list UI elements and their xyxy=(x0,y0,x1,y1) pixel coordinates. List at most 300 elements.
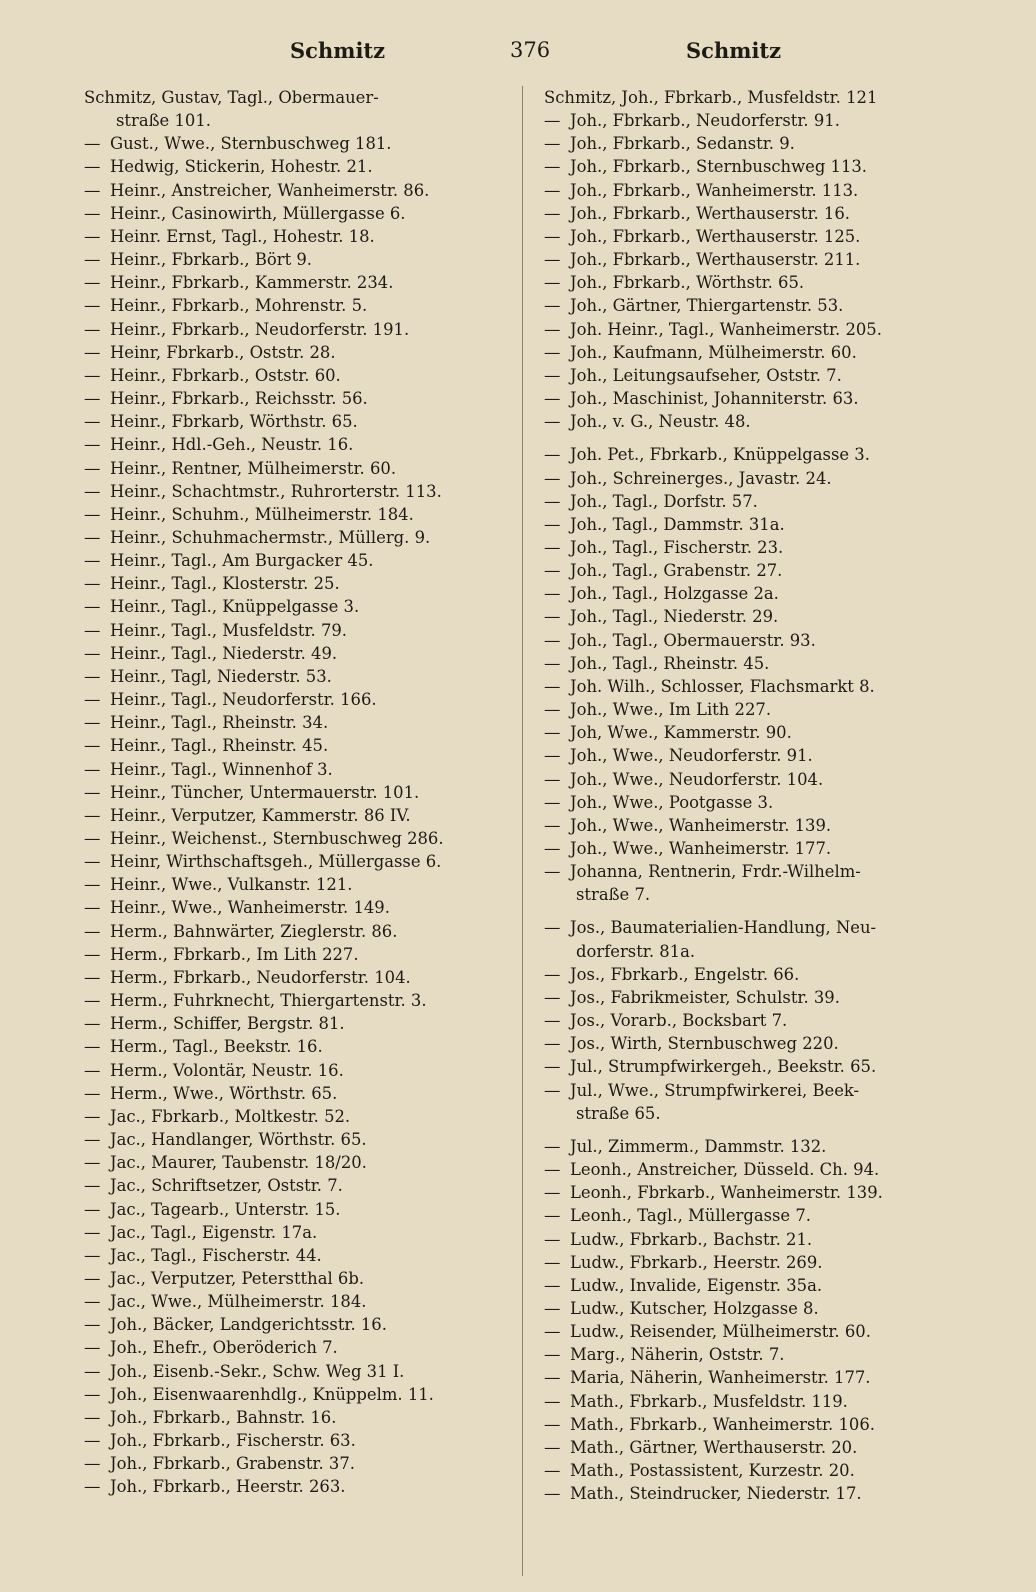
directory-entry xyxy=(84,225,524,248)
entry-text: straße 65. xyxy=(576,1103,661,1123)
directory-entry xyxy=(84,1383,524,1406)
entry-text: Joh., Wwe., Wanheimerstr. 139. xyxy=(570,815,832,835)
entry-text: Joh., Tagl., Dammstr. 31a. xyxy=(570,514,785,534)
directory-entry xyxy=(84,1406,524,1429)
entry-text: Maria, Näherin, Wanheimerstr. 177. xyxy=(570,1368,871,1388)
ditto-dash: — xyxy=(84,180,101,200)
entry-text: Heinr., Tagl., Rheinstr. 34. xyxy=(110,713,329,733)
ditto-dash: — xyxy=(544,1252,561,1272)
ditto-dash: — xyxy=(84,1083,101,1103)
entry-text: Joh. Heinr., Tagl., Wanheimerstr. 205. xyxy=(570,319,882,339)
directory-entry xyxy=(84,248,524,271)
ditto-dash: — xyxy=(544,537,561,557)
entry-text: Johanna, Rentnerin, Frdr.-Wilhelm- xyxy=(570,862,861,882)
directory-entry xyxy=(84,1336,524,1359)
entry-text: Heinr., Tagl., Knüppelgasse 3. xyxy=(110,597,360,617)
directory-entry xyxy=(84,1290,524,1313)
ditto-dash: — xyxy=(84,690,101,710)
directory-entry xyxy=(544,294,1004,317)
ditto-dash: — xyxy=(84,1153,101,1173)
directory-entry xyxy=(84,1475,524,1498)
entry-text: Heinr., Schuhmachermstr., Müllerg. 9. xyxy=(110,527,431,547)
ditto-dash: — xyxy=(84,1454,101,1474)
entry-text: Herm., Schiffer, Bergstr. 81. xyxy=(110,1014,345,1034)
ditto-dash: — xyxy=(544,815,561,835)
directory-entry xyxy=(544,490,1004,513)
ditto-dash: — xyxy=(84,713,101,733)
entry-text: Jac., Tagearb., Unterstr. 15. xyxy=(110,1199,341,1219)
directory-entry xyxy=(544,1135,1004,1158)
ditto-dash: — xyxy=(84,203,101,223)
entry-text: Joh., Fbrkarb., Sedanstr. 9. xyxy=(570,134,795,154)
ditto-dash: — xyxy=(544,226,561,246)
entry-text: dorferstr. 81a. xyxy=(576,941,696,961)
ditto-dash: — xyxy=(84,967,101,987)
directory-entry xyxy=(544,791,1004,814)
directory-entry xyxy=(84,850,524,873)
ditto-dash: — xyxy=(84,1384,101,1404)
directory-entry xyxy=(84,1059,524,1082)
ditto-dash: — xyxy=(544,1034,561,1054)
entry-text: Joh., Tagl., Grabenstr. 27. xyxy=(570,561,783,581)
entry-text: Joh., Schreinerges., Javastr. 24. xyxy=(570,468,832,488)
ditto-dash: — xyxy=(84,458,101,478)
entry-text: Joh., Fbrkarb., Heerstr. 263. xyxy=(110,1477,346,1497)
directory-entry xyxy=(544,1204,1004,1227)
directory-entry xyxy=(84,109,524,132)
entry-text: Joh., Ehefr., Oberöderich 7. xyxy=(110,1338,338,1358)
ditto-dash: — xyxy=(544,746,561,766)
directory-entry xyxy=(544,202,1004,225)
ditto-dash: — xyxy=(544,1057,561,1077)
directory-entry xyxy=(544,86,1004,109)
directory-entry xyxy=(544,652,1004,675)
ditto-dash: — xyxy=(544,1437,561,1457)
directory-entry xyxy=(544,1251,1004,1274)
directory-entry xyxy=(84,758,524,781)
directory-entry xyxy=(544,467,1004,490)
entry-text: Joh., Wwe., Pootgasse 3. xyxy=(570,792,774,812)
right-column xyxy=(544,86,1004,1505)
directory-entry xyxy=(544,1482,1004,1505)
directory-entry xyxy=(84,966,524,989)
directory-entry xyxy=(84,1429,524,1452)
entry-text: Gust., Wwe., Sternbuschweg 181. xyxy=(110,134,392,154)
directory-entry xyxy=(84,318,524,341)
directory-entry xyxy=(544,1297,1004,1320)
entry-text: Heinr., Tagl., Rheinstr. 45. xyxy=(110,736,329,756)
directory-entry xyxy=(84,873,524,896)
directory-entry xyxy=(84,896,524,919)
entry-text: Heinr, Wirthschaftsgeh., Müllergasse 6. xyxy=(110,852,442,872)
ditto-dash: — xyxy=(84,365,101,385)
entry-text: Jul., Strumpfwirkergeh., Beekstr. 65. xyxy=(570,1057,877,1077)
entry-text: Math., Fbrkarb., Musfeldstr. 119. xyxy=(570,1391,848,1411)
ditto-dash: — xyxy=(84,342,101,362)
ditto-dash: — xyxy=(544,250,561,270)
entry-text: Jac., Verputzer, Peterstthal 6b. xyxy=(110,1268,365,1288)
ditto-dash: — xyxy=(84,620,101,640)
directory-entry xyxy=(544,768,1004,791)
ditto-dash: — xyxy=(544,157,561,177)
directory-entry xyxy=(544,916,1004,939)
directory-entry xyxy=(84,410,524,433)
directory-entry xyxy=(544,443,1004,466)
ditto-dash: — xyxy=(84,1106,101,1126)
entry-text: Heinr., Weichenst., Sternbuschweg 286. xyxy=(110,829,444,848)
ditto-dash: — xyxy=(84,852,101,872)
ditto-dash: — xyxy=(544,1391,561,1411)
ditto-dash: — xyxy=(544,180,561,200)
entry-text: Ludw., Invalide, Eigenstr. 35a. xyxy=(570,1275,823,1295)
entry-text: Joh., Tagl., Fischerstr. 23. xyxy=(570,537,784,557)
ditto-dash: — xyxy=(84,551,101,571)
entry-text: Jac., Handlanger, Wörthstr. 65. xyxy=(110,1130,367,1150)
entry-text: Jac., Wwe., Mülheimerstr. 184. xyxy=(110,1292,367,1312)
directory-entry xyxy=(544,155,1004,178)
ditto-dash: — xyxy=(544,700,561,720)
ditto-dash: — xyxy=(84,1407,101,1427)
entry-text: Jul., Wwe., Strumpfwirkerei, Beek- xyxy=(570,1080,860,1100)
entry-text: Math., Gärtner, Werthauserstr. 20. xyxy=(570,1437,858,1457)
ditto-dash: — xyxy=(544,584,561,604)
entry-text: Heinr., Wwe., Vulkanstr. 121. xyxy=(110,875,353,895)
directory-entry xyxy=(544,1032,1004,1055)
directory-entry xyxy=(544,837,1004,860)
ditto-dash: — xyxy=(84,435,101,455)
ditto-dash: — xyxy=(84,1222,101,1242)
entry-text: Heinr., Hdl.-Geh., Neustr. 16. xyxy=(110,435,354,455)
directory-entry xyxy=(544,341,1004,364)
directory-entry xyxy=(84,1244,524,1267)
directory-entry xyxy=(544,582,1004,605)
ditto-dash: — xyxy=(544,445,561,465)
directory-entry xyxy=(544,1158,1004,1181)
directory-entry xyxy=(544,1436,1004,1459)
entry-text: Joh., Wwe., Neudorferstr. 104. xyxy=(570,769,824,789)
entry-text: Heinr., Verputzer, Kammerstr. 86 IV. xyxy=(110,805,411,825)
ditto-dash: — xyxy=(84,921,101,941)
ditto-dash: — xyxy=(84,1014,101,1034)
directory-entry xyxy=(544,963,1004,986)
directory-entry xyxy=(84,341,524,364)
directory-entry xyxy=(544,271,1004,294)
ditto-dash: — xyxy=(544,1229,561,1249)
ditto-dash: — xyxy=(544,987,561,1007)
directory-entry xyxy=(544,698,1004,721)
entry-text: Joh., Fbrkarb., Sternbuschweg 113. xyxy=(570,157,868,177)
ditto-dash: — xyxy=(84,991,101,1011)
entry-text: Jos., Wirth, Sternbuschweg 220. xyxy=(570,1034,839,1054)
entry-text: Herm., Bahnwärter, Zieglerstr. 86. xyxy=(110,921,398,941)
entry-text: Joh., Fbrkarb., Wanheimerstr. 113. xyxy=(570,180,859,200)
directory-entry xyxy=(544,1181,1004,1204)
directory-entry xyxy=(544,318,1004,341)
ditto-dash: — xyxy=(544,134,561,154)
ditto-dash: — xyxy=(544,342,561,362)
entry-text: Joh., Tagl., Rheinstr. 45. xyxy=(570,653,770,673)
ditto-dash: — xyxy=(544,491,561,511)
ditto-dash: — xyxy=(84,1268,101,1288)
entry-text: Ludw., Reisender, Mülheimerstr. 60. xyxy=(570,1322,871,1342)
directory-entry xyxy=(544,744,1004,767)
entry-text: Heinr., Tagl., Klosterstr. 25. xyxy=(110,574,340,594)
directory-entry xyxy=(84,711,524,734)
directory-entry xyxy=(84,943,524,966)
directory-entry xyxy=(84,294,524,317)
directory-entry xyxy=(84,595,524,618)
ditto-dash: — xyxy=(84,944,101,964)
directory-entry xyxy=(544,410,1004,433)
ditto-dash: — xyxy=(84,1130,101,1150)
ditto-dash: — xyxy=(544,964,561,984)
entry-text: Joh., Eisenwaarenhdlg., Knüppelm. 11. xyxy=(110,1384,434,1404)
entry-text: Herm., Fbrkarb., Neudorferstr. 104. xyxy=(110,967,411,987)
ditto-dash: — xyxy=(544,792,561,812)
directory-entry xyxy=(84,642,524,665)
ditto-dash: — xyxy=(84,1037,101,1057)
entry-text: Joh., Fbrkarb., Werthauserstr. 125. xyxy=(570,226,861,246)
ditto-dash: — xyxy=(84,157,101,177)
ditto-dash: — xyxy=(84,829,101,848)
directory-entry xyxy=(544,1390,1004,1413)
entry-text: Joh., Kaufmann, Mülheimerstr. 60. xyxy=(570,342,857,362)
directory-entry xyxy=(84,1452,524,1475)
entry-text: Joh., Eisenb.-Sekr., Schw. Weg 31 I. xyxy=(110,1361,405,1381)
entry-text: Jac., Fbrkarb., Moltkestr. 52. xyxy=(110,1106,351,1126)
entry-text: Heinr., Fbrkarb., Neudorferstr. 191. xyxy=(110,319,410,339)
entry-text: Joh, Wwe., Kammerstr. 90. xyxy=(570,723,792,743)
entry-text: Joh., Fbrkarb., Werthauserstr. 16. xyxy=(570,203,850,223)
entry-text: straße 101. xyxy=(116,111,211,131)
directory-entry xyxy=(84,86,524,109)
ditto-dash: — xyxy=(544,918,561,938)
directory-entry xyxy=(544,225,1004,248)
directory-entry xyxy=(84,1151,524,1174)
directory-entry xyxy=(84,480,524,503)
directory-entry xyxy=(544,986,1004,1009)
entry-text: Jac., Tagl., Eigenstr. 17a. xyxy=(110,1222,318,1242)
entry-text: Jac., Tagl., Fischerstr. 44. xyxy=(110,1245,322,1265)
entry-text: Jos., Fbrkarb., Engelstr. 66. xyxy=(570,964,800,984)
ditto-dash: — xyxy=(544,296,561,316)
ditto-dash: — xyxy=(84,875,101,895)
entry-text: Heinr., Tagl., Niederstr. 49. xyxy=(110,643,338,663)
ditto-dash: — xyxy=(544,1461,561,1481)
directory-entry xyxy=(84,1012,524,1035)
entry-text: Joh. Pet., Fbrkarb., Knüppelgasse 3. xyxy=(570,445,870,465)
header-left-name: Schmitz xyxy=(290,38,386,63)
directory-entry xyxy=(84,1221,524,1244)
ditto-dash: — xyxy=(84,597,101,617)
ditto-dash: — xyxy=(84,1292,101,1312)
ditto-dash: — xyxy=(544,561,561,581)
ditto-dash: — xyxy=(544,1136,561,1156)
entry-text: Leonh., Tagl., Müllergasse 7. xyxy=(570,1206,811,1226)
ditto-dash: — xyxy=(544,1160,561,1180)
entry-text: Heinr., Rentner, Mülheimerstr. 60. xyxy=(110,458,397,478)
directory-entry xyxy=(544,248,1004,271)
entry-text: Leonh., Fbrkarb., Wanheimerstr. 139. xyxy=(570,1183,883,1203)
ditto-dash: — xyxy=(84,527,101,547)
directory-entry xyxy=(84,1174,524,1197)
directory-entry xyxy=(544,109,1004,132)
ditto-dash: — xyxy=(544,769,561,789)
entry-text: Ludw., Kutscher, Holzgasse 8. xyxy=(570,1298,819,1318)
entry-text: Jos., Fabrikmeister, Schulstr. 39. xyxy=(570,987,840,1007)
directory-entry xyxy=(544,1228,1004,1251)
ditto-dash: — xyxy=(84,389,101,409)
ditto-dash: — xyxy=(84,273,101,293)
page-header xyxy=(0,38,1036,72)
entry-text: Schmitz, Joh., Fbrkarb., Musfeldstr. 121 xyxy=(544,88,878,107)
entry-text: Heinr., Tagl., Winnenhof 3. xyxy=(110,759,333,779)
directory-entry xyxy=(84,781,524,804)
entry-text: Herm., Volontär, Neustr. 16. xyxy=(110,1060,344,1080)
directory-entry xyxy=(84,179,524,202)
entry-text: Joh., Fbrkarb., Wörthstr. 65. xyxy=(570,273,805,293)
directory-entry xyxy=(84,665,524,688)
directory-entry xyxy=(84,433,524,456)
directory-entry xyxy=(544,536,1004,559)
ditto-dash: — xyxy=(84,805,101,825)
ditto-dash: — xyxy=(544,1275,561,1295)
directory-entry xyxy=(544,814,1004,837)
directory-entry xyxy=(544,513,1004,536)
ditto-dash: — xyxy=(84,481,101,501)
entry-text: Jac., Maurer, Taubenstr. 18/20. xyxy=(110,1153,367,1173)
entry-text: Heinr., Tagl., Am Burgacker 45. xyxy=(110,551,374,571)
directory-entry xyxy=(544,1459,1004,1482)
entry-text: Math., Fbrkarb., Wanheimerstr. 106. xyxy=(570,1414,875,1434)
ditto-dash: — xyxy=(84,898,101,918)
entry-text: Heinr, Fbrkarb., Oststr. 28. xyxy=(110,342,336,362)
entry-text: Joh., Fbrkarb., Fischerstr. 63. xyxy=(110,1431,356,1451)
ditto-dash: — xyxy=(84,1176,101,1196)
entry-text: Joh., Tagl., Niederstr. 29. xyxy=(570,607,779,627)
entry-text: Math., Postassistent, Kurzestr. 20. xyxy=(570,1461,855,1481)
entry-text: Heinr., Tagl., Musfeldstr. 79. xyxy=(110,620,348,640)
directory-entry xyxy=(544,721,1004,744)
directory-entry xyxy=(544,1366,1004,1389)
directory-entry xyxy=(544,883,1004,906)
ditto-dash: — xyxy=(544,514,561,534)
entry-text: Hedwig, Stickerin, Hohestr. 21. xyxy=(110,157,373,177)
entry-text: Herm., Fbrkarb., Im Lith 227. xyxy=(110,944,359,964)
entry-text: Jos., Vorarb., Bocksbart 7. xyxy=(570,1011,788,1031)
directory-entry xyxy=(84,1128,524,1151)
ditto-dash: — xyxy=(544,1345,561,1365)
directory-entry xyxy=(544,1274,1004,1297)
entry-text: Herm., Wwe., Wörthstr. 65. xyxy=(110,1083,338,1103)
directory-entry xyxy=(544,179,1004,202)
ditto-dash: — xyxy=(544,365,561,385)
directory-entry xyxy=(544,1009,1004,1032)
ditto-dash: — xyxy=(544,1484,561,1504)
directory-entry xyxy=(84,387,524,410)
entry-text: Heinr., Fbrkarb, Wörthstr. 65. xyxy=(110,412,358,432)
ditto-dash: — xyxy=(544,111,561,131)
entry-text: Joh., Fbrkarb., Neudorferstr. 91. xyxy=(570,111,840,131)
ditto-dash: — xyxy=(84,736,101,756)
ditto-dash: — xyxy=(544,630,561,650)
entry-text: Jos., Baumaterialien-Handlung, Neu- xyxy=(570,918,877,938)
entry-text: Jac., Schriftsetzer, Oststr. 7. xyxy=(110,1176,343,1196)
directory-entry xyxy=(544,1102,1004,1125)
ditto-dash: — xyxy=(544,1322,561,1342)
directory-entry xyxy=(544,559,1004,582)
directory-entry xyxy=(84,503,524,526)
ditto-dash: — xyxy=(544,389,561,409)
ditto-dash: — xyxy=(544,862,561,882)
entry-text: Heinr., Fbrkarb., Mohrenstr. 5. xyxy=(110,296,368,316)
directory-entry xyxy=(84,364,524,387)
directory-entry xyxy=(544,387,1004,410)
directory-entry xyxy=(84,549,524,572)
entry-text: Joh., Gärtner, Thiergartenstr. 53. xyxy=(570,296,844,316)
entry-text: Joh., Leitungsaufseher, Oststr. 7. xyxy=(570,365,842,385)
directory-entry xyxy=(84,526,524,549)
ditto-dash: — xyxy=(84,759,101,779)
directory-entry xyxy=(84,920,524,943)
entry-text: Jul., Zimmerm., Dammstr. 132. xyxy=(570,1136,827,1156)
ditto-dash: — xyxy=(84,504,101,524)
entry-text: Heinr., Wwe., Wanheimerstr. 149. xyxy=(110,898,390,918)
entry-text: Heinr., Schachtmstr., Ruhrorterstr. 113. xyxy=(110,481,442,501)
ditto-dash: — xyxy=(84,296,101,316)
entry-text: Marg., Näherin, Oststr. 7. xyxy=(570,1345,785,1365)
ditto-dash: — xyxy=(544,839,561,858)
directory-entry xyxy=(544,629,1004,652)
directory-entry xyxy=(84,827,524,850)
ditto-dash: — xyxy=(544,1183,561,1203)
directory-entry xyxy=(544,860,1004,883)
entry-text: Herm., Tagl., Beekstr. 16. xyxy=(110,1037,323,1057)
directory-entry xyxy=(544,940,1004,963)
directory-entry xyxy=(544,1320,1004,1343)
ditto-dash: — xyxy=(84,319,101,339)
directory-entry xyxy=(84,271,524,294)
column-divider xyxy=(522,86,523,1576)
directory-entry xyxy=(84,132,524,155)
entry-text: straße 7. xyxy=(576,885,651,905)
ditto-dash: — xyxy=(544,1011,561,1031)
entry-text: Joh., Tagl., Dorfstr. 57. xyxy=(570,491,758,511)
directory-entry xyxy=(84,989,524,1012)
ditto-dash: — xyxy=(84,1338,101,1358)
ditto-dash: — xyxy=(544,203,561,223)
ditto-dash: — xyxy=(544,319,561,339)
entry-text: Schmitz, Gustav, Tagl., Obermauer- xyxy=(84,88,379,107)
ditto-dash: — xyxy=(84,666,101,686)
ditto-dash: — xyxy=(544,468,561,488)
ditto-dash: — xyxy=(84,134,101,154)
entry-text: Joh., Wwe., Im Lith 227. xyxy=(570,700,772,720)
entry-text: Ludw., Fbrkarb., Heerstr. 269. xyxy=(570,1252,823,1272)
entry-text: Joh., Wwe., Wanheimerstr. 177. xyxy=(570,839,832,858)
directory-entry xyxy=(84,1360,524,1383)
entry-text: Joh., Fbrkarb., Grabenstr. 37. xyxy=(110,1454,355,1474)
ditto-dash: — xyxy=(84,574,101,594)
directory-entry xyxy=(544,675,1004,698)
directory-entry xyxy=(84,1313,524,1336)
ditto-dash: — xyxy=(84,1060,101,1080)
ditto-dash: — xyxy=(544,653,561,673)
ditto-dash: — xyxy=(544,273,561,293)
directory-entry xyxy=(544,1413,1004,1436)
entry-text: Heinr., Schuhm., Mülheimerstr. 184. xyxy=(110,504,414,524)
directory-entry xyxy=(84,457,524,480)
